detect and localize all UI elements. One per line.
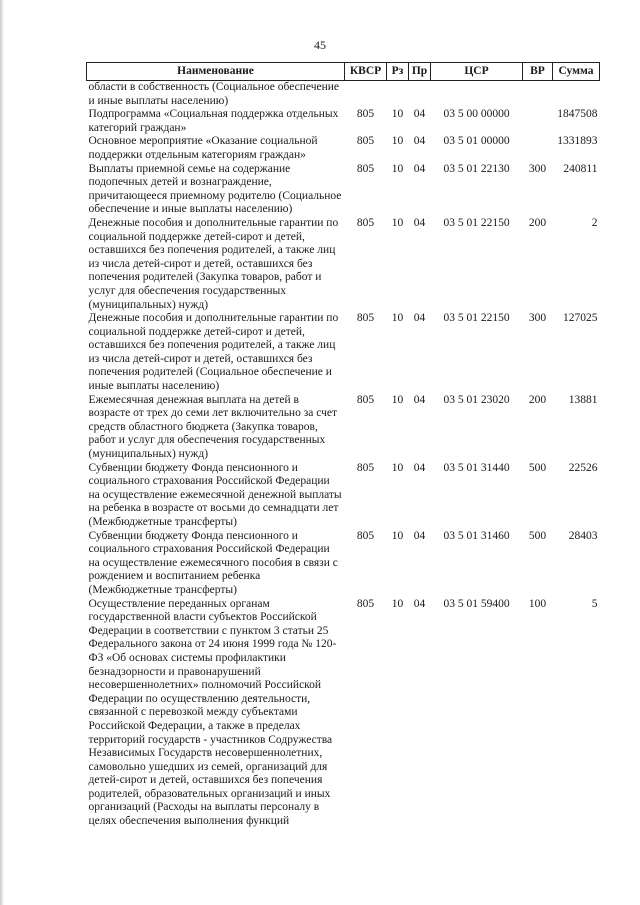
row-kvsr: 805 — [356, 393, 375, 406]
row-name: Подпрограмма «Социальная поддержка отдельных категорий граждан» — [88, 108, 339, 134]
row-csr: 03 5 01 23020 — [443, 393, 510, 406]
row-csr: 03 5 01 22150 — [443, 312, 510, 325]
row-rz: 10 — [391, 597, 404, 610]
table-header-row — [87, 63, 600, 81]
table-row — [87, 598, 600, 829]
row-sum: 1847508 — [557, 108, 598, 121]
row-name: Основное мероприятие «Оказание социальной поддержки отдельным категориям граждан» — [88, 135, 318, 161]
row-kvsr: 805 — [356, 529, 375, 542]
row-sum: 240811 — [563, 162, 598, 175]
row-name: Выплаты приемной семье на содержание подопечных детей и вознаграждение, причитающееся приемному родителю (Социальное обеспечение и иные выплаты населению) — [88, 162, 342, 216]
row-sum: 28403 — [568, 529, 598, 542]
row-csr: 03 5 01 59400 — [443, 597, 510, 610]
row-pr: 04 — [413, 461, 426, 474]
row-name: Ежемесячная денежная выплата на детей в возрасте от трех до семи лет включительно за счет средств областного бюджета (Закупка товаров, работ и услуг для обеспечения государственных (муниципальных) нужд) — [88, 393, 338, 461]
header-sum: Сумма — [553, 63, 600, 81]
table-row — [87, 462, 600, 530]
row-rz: 10 — [391, 216, 404, 229]
row-name: Субвенции бюджету Фонда пенсионного и социального страхования Российской Федерации на осуществление ежемесячного пособия в связи с рождением и воспитанием ребенка (Межбюджетные трансферты) — [88, 529, 338, 596]
row-vr — [523, 81, 553, 109]
header-pr: Пр — [409, 63, 431, 81]
row-vr: 200 — [528, 393, 547, 406]
row-sum: 1331893 — [557, 135, 598, 148]
row-rz: 10 — [391, 108, 404, 121]
table-row — [87, 135, 600, 162]
row-kvsr: 805 — [356, 108, 375, 121]
row-vr — [523, 135, 553, 162]
row-rz: 10 — [391, 461, 404, 474]
row-pr: 04 — [413, 312, 426, 325]
header-csr: ЦСР — [431, 63, 523, 81]
row-pr: 04 — [413, 162, 426, 175]
table-row — [87, 163, 600, 217]
row-sum: 22526 — [568, 461, 598, 474]
row-vr: 500 — [528, 529, 547, 542]
row-pr: 04 — [413, 529, 426, 542]
row-kvsr: 805 — [356, 162, 375, 175]
budget-table — [86, 62, 600, 829]
row-pr: 04 — [413, 216, 426, 229]
row-csr: 03 5 01 22130 — [443, 162, 510, 175]
row-name: Субвенции бюджету Фонда пенсионного и социального страхования Российской Федерации на осуществление ежемесячной денежной выплаты на ребенка в возрасте от восьми до семнадцати лет (Межбюджетные трансферты) — [88, 461, 342, 528]
row-pr — [409, 81, 431, 109]
scan-edge-shadow — [0, 0, 4, 905]
header-vr: ВР — [523, 63, 553, 81]
row-vr: 100 — [528, 597, 547, 610]
row-name: области в собственность (Социальное обеспечение и иные выплаты населению) — [88, 81, 340, 107]
header-name: Наименование — [87, 63, 345, 81]
row-kvsr: 805 — [356, 135, 375, 148]
row-pr: 04 — [413, 393, 426, 406]
header-kvsr: КВСР — [345, 63, 387, 81]
row-kvsr: 805 — [356, 216, 375, 229]
page-number: 45 — [314, 38, 326, 52]
table-row — [87, 217, 600, 312]
row-kvsr: 805 — [356, 312, 375, 325]
row-rz: 10 — [391, 529, 404, 542]
row-csr: 03 5 01 00000 — [443, 135, 510, 148]
row-name: Осуществление переданных органам государственной власти субъектов Российской Федерации в соответствии с пунктом 3 статьи 25 Федерального закона от 24 июня 1999 года № 120-ФЗ «Об основах системы профилактики безнадзорности и правонарушений несовершеннолетних» полномочий Российской Федерации по осуществлению деятельности, связанной с перевозкой между субъектами Российской Федерации, а также в пределах территорий государств - участников Содружества Независимых Государств несовершеннолетних, самовольно ушедших из семей, организаций для детей-сирот и детей, оставшихся без попечения родителей, образовательных организаций и иных организаций (Расходы на выплаты персоналу в целях обеспечения выполнения функций — [88, 597, 337, 828]
row-rz: 10 — [391, 393, 404, 406]
row-vr: 300 — [528, 162, 547, 175]
table-row — [87, 530, 600, 598]
row-rz: 10 — [391, 162, 404, 175]
row-sum: 2 — [591, 216, 598, 229]
row-pr: 04 — [413, 108, 426, 121]
row-csr: 03 5 01 22150 — [443, 216, 510, 229]
row-kvsr — [345, 81, 387, 109]
row-csr — [431, 81, 523, 109]
row-rz: 10 — [391, 135, 404, 148]
row-sum — [553, 81, 600, 109]
row-sum: 127025 — [563, 312, 598, 325]
row-name: Денежные пособия и дополнительные гарантии по социальной поддержке детей-сирот и детей, оставшихся без попечения родителей, а также лиц из числа детей-сирот и детей, оставшихся без попечения родителей (Закупка товаров, работ и услуг для обеспечения государственных (муниципальных) нужд) — [88, 216, 339, 311]
row-sum: 5 — [591, 597, 598, 610]
table-row — [87, 394, 600, 462]
row-kvsr: 805 — [356, 597, 375, 610]
row-pr: 04 — [413, 597, 426, 610]
row-vr: 500 — [528, 461, 547, 474]
row-rz — [387, 81, 409, 109]
table-row — [87, 108, 600, 135]
row-rz: 10 — [391, 312, 404, 325]
row-csr: 03 5 01 31460 — [443, 529, 510, 542]
header-rz: Рз — [387, 63, 409, 81]
row-vr — [523, 108, 553, 135]
row-sum: 13881 — [568, 393, 598, 406]
row-vr: 200 — [528, 216, 547, 229]
table-row — [87, 81, 600, 109]
row-pr: 04 — [413, 135, 426, 148]
row-name: Денежные пособия и дополнительные гарантии по социальной поддержке детей-сирот и детей, оставшихся без попечения родителей, а также лиц из числа детей-сирот и детей, оставшихся без попечения родителей (Социальное обеспечение и иные выплаты населению) — [88, 312, 339, 393]
row-csr: 03 5 01 31440 — [443, 461, 510, 474]
row-vr: 300 — [528, 312, 547, 325]
row-csr: 03 5 00 00000 — [443, 108, 510, 121]
table-row — [87, 312, 600, 394]
row-kvsr: 805 — [356, 461, 375, 474]
